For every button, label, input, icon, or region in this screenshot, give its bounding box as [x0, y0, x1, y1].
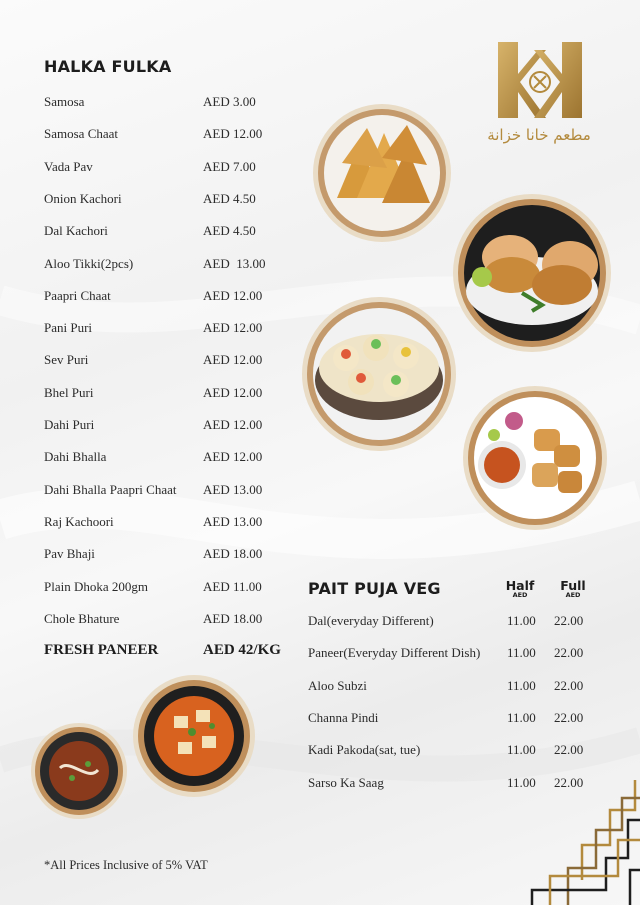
full-column-header	[557, 578, 589, 599]
menu-item-name: Pani Puri	[44, 320, 93, 336]
veg-item-full-price: 22.00	[554, 742, 584, 758]
pani-puri-image	[301, 296, 457, 452]
veg-item-full-price: 22.00	[554, 709, 584, 725]
half-currency: AED	[512, 591, 528, 599]
section-title-pait-puja-veg: PAIT PUJA VEG	[308, 579, 441, 598]
fresh-paneer-row	[44, 642, 281, 659]
veg-item-half-price: 11.00	[507, 709, 536, 725]
menu-item-name: Pav Bhaji	[44, 546, 95, 562]
menu-item-name: Dahi Puri	[44, 417, 95, 432]
menu-item-price: AED 7.00	[203, 158, 256, 174]
samosa-image	[312, 103, 452, 243]
menu-item-name: Dahi Bhalla Paapri Chaat	[44, 481, 177, 497]
menu-item-price: AED 4.50	[203, 223, 256, 239]
veg-item-name: Paneer(Everyday Different Dish)	[308, 645, 481, 661]
menu-item-name: Onion Kachori	[44, 190, 122, 206]
menu-item-price: AED 13.00	[203, 481, 263, 497]
full-label: Full	[560, 578, 586, 593]
menu-item-price: AED 12.00	[203, 449, 263, 465]
decorative-corner-lines	[510, 780, 640, 905]
veg-item-name: Aloo Subzi	[308, 677, 367, 693]
vat-footnote: *All Prices Inclusive of 5% VAT	[44, 858, 208, 872]
fresh-paneer-label: FRESH PANEER	[44, 642, 159, 658]
menu-item-name: Bhel Puri	[44, 384, 94, 400]
veg-item-half-price: 11.00	[507, 742, 536, 758]
menu-item-price: AED 12.00	[203, 126, 263, 142]
full-currency: AED	[565, 591, 581, 599]
menu-item-price: AED 11.00	[203, 578, 262, 594]
veg-item-half-price: 11.00	[507, 613, 536, 628]
menu-item-price: AED 18.00	[203, 546, 263, 562]
menu-item-price: AED 12.00	[203, 352, 263, 368]
pav-bhaji-image	[462, 385, 608, 531]
veg-item-full-price: 22.00	[554, 774, 584, 790]
veg-item-full-price: 22.00	[554, 677, 584, 693]
vada-pav-image	[452, 193, 612, 353]
fresh-paneer-price: AED 42/KG	[203, 642, 281, 658]
veg-item-half-price: 11.00	[507, 645, 536, 661]
menu-item-name: Samosa Chaat	[44, 126, 119, 142]
veg-item-half-price: 11.00	[507, 677, 536, 693]
logo-arabic-text: مطعم خانا خزانة	[487, 126, 591, 144]
menu-item-price: AED 4.50	[203, 190, 256, 206]
menu-item-price: AED 13.00	[203, 513, 263, 529]
menu-item-price: AED 18.00	[203, 610, 263, 626]
menu-item-name: Raj Kachoori	[44, 513, 114, 529]
menu-item-price: AED 3.00	[203, 94, 256, 109]
menu-item-price: AED 13.00	[203, 255, 266, 271]
section-title-halka-fulka: HALKA FULKA	[44, 57, 172, 76]
menu-item-price: AED 12.00	[203, 417, 263, 432]
veg-item-name: Sarso Ka Saag	[308, 774, 384, 790]
menu-item-name: Chole Bhature	[44, 610, 120, 626]
menu-item-name: Aloo Tikki(2pcs)	[44, 255, 134, 271]
menu-item-name: Sev Puri	[44, 352, 89, 368]
menu-item-name: Paapri Chaat	[44, 287, 111, 303]
half-label: Half	[505, 578, 535, 593]
menu-item-name: Dal Kachori	[44, 223, 108, 239]
veg-item-name: Channa Pindi	[308, 709, 379, 725]
menu-item-price: AED 12.00	[203, 287, 263, 303]
veg-item-full-price: 22.00	[554, 645, 584, 661]
dal-makhani-image	[30, 722, 128, 820]
menu-item-name: Samosa	[44, 94, 85, 109]
menu-item-price: AED 12.00	[203, 384, 263, 400]
half-column-header	[503, 578, 537, 599]
menu-item-name: Plain Dhoka 200gm	[44, 578, 148, 594]
veg-item-half-price: 11.00	[507, 774, 536, 790]
veg-item-full-price: 22.00	[554, 613, 584, 628]
menu-item-price: AED 12.00	[203, 320, 263, 336]
menu-item-name: Vada Pav	[44, 158, 93, 174]
paneer-curry-image	[132, 674, 256, 798]
veg-item-name: Kadi Pakoda(sat, tue)	[308, 742, 421, 758]
veg-item-name: Dal(everyday Different)	[308, 613, 434, 628]
menu-item-name: Dahi Bhalla	[44, 449, 107, 465]
